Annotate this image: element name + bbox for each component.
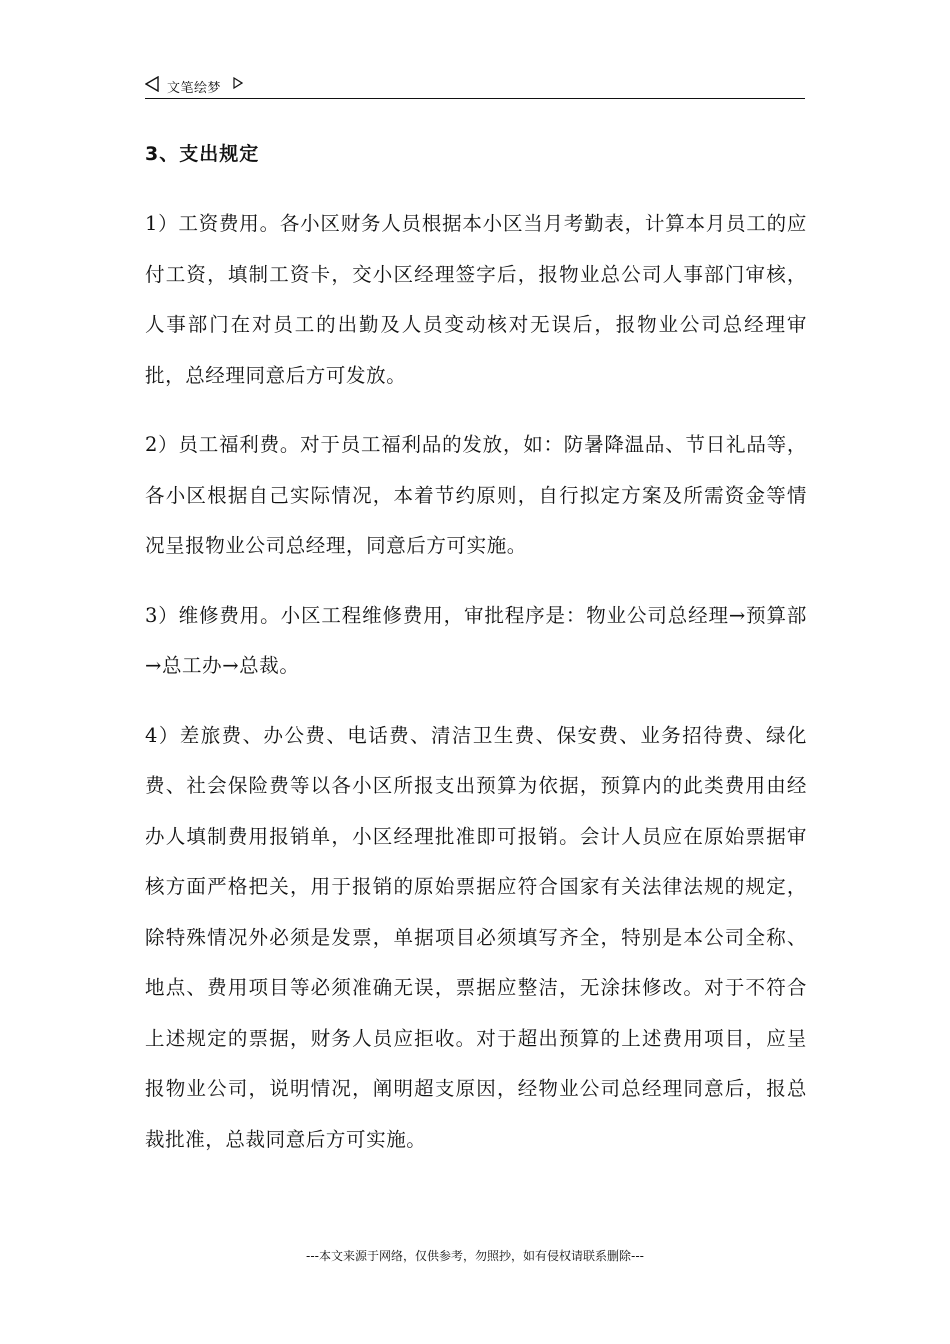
page-header <box>145 74 805 99</box>
paragraph-expenses: 4）差旅费、办公费、电话费、清洁卫生费、保安费、业务招待费、绿化费、社会保险费等以各小区所报支出预算为依据，预算内的此类费用由经办人填制费用报销单，小区经理批准即可报销。会计人员应在原始票据审核方面严格把关，用于报销的原始票据应符合国家有关法律法规的规定，除特殊情况外必须是发票，单据项目必须填写齐全，特别是本公司全称、地点、费用项目等必须准确无误，票据应整洁，无涂抹修改。对于不符合上述规定的票据，财务人员应拒收。对于超出预算的上述费用项目，应呈报物业公司，说明情况，阐明超支原因，经物业公司总经理同意后，报总裁批准，总裁同意后方可实施。 <box>145 723 807 1151</box>
footer-notice: ---本文来源于网络，仅供参考，勿照抄，如有侵权请联系删除--- <box>306 1249 644 1263</box>
paragraph-welfare: 2）员工福利费。对于员工福利品的发放，如：防暑降温品、节日礼品等，各小区根据自己实际情况，本着节约原则，自行拟定方案及所需资金等情况呈报物业公司总经理，同意后方可实施。 <box>145 433 807 557</box>
paragraph-maintenance: 3）维修费用。小区工程维修费用，审批程序是：物业公司总经理→预算部→总工办→总裁。 <box>145 603 807 677</box>
section-title: 3、支出规定 <box>145 143 260 165</box>
header-brand: 文笔绘梦 <box>167 81 222 96</box>
triangle-left-icon <box>145 76 159 92</box>
document-body <box>145 199 807 1184</box>
triangle-right-icon <box>233 77 243 89</box>
paragraph-salary: 1）工资费用。各小区财务人员根据本小区当月考勤表，计算本月员工的应付工资，填制工资卡，交小区经理签字后，报物业总公司人事部门审核，人事部门在对员工的出勤及人员变动核对无误后，报物业公司总经理审批，总经理同意后方可发放。 <box>145 212 807 387</box>
